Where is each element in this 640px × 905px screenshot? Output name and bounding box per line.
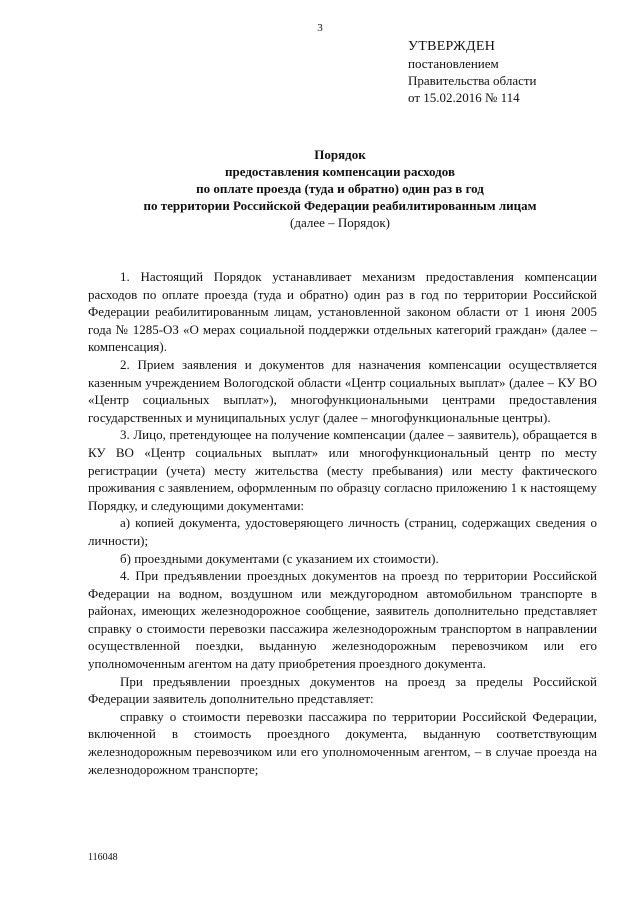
paragraph: 2. Прием заявления и документов для назначения компенсации осуществляется казенным учреждением Вологодской области «Центр социальных выплат» (далее – КУ ВО «Центр социальных выплат»), многофункциональными центрами предоставления государственных и муниципальных услуг (далее – многофункциональные центры). <box>88 356 597 425</box>
paragraph: а) копией документа, удостоверяющего личность (страниц, содержащих сведения о личности); <box>88 515 597 548</box>
paragraph: б) проездными документами (с указанием их стоимости). <box>120 550 439 566</box>
approval-heading: УТВЕРЖДЕН <box>408 39 496 54</box>
document-code: 116048 <box>88 852 118 863</box>
paragraph: 4. При предъявлении проездных документов на проезд по территории Российской Федерации на водном, воздушном или междугородном автомобильном транспорте в районах, имеющих железнодорожное сообщение, заявитель дополнительно представляет справку о стоимости перевозки пассажира железнодорожным транспортом в направлении осуществленной поездки, выданную железнодорожным перевозчиком или его уполномоченным агентом на дату приобретения проездного документа. <box>88 568 597 672</box>
paragraph: 1. Настоящий Порядок устанавливает механизм предоставления компенсации расходов по оплате проезда (туда и обратно) один раз в год по территории Российской Федерации реабилитированным лицам, установленной законом области от 1 июня 2005 года № 1285-ОЗ «О мерах социальной поддержки отдельных категорий граждан» (далее – компенсация). <box>88 269 597 355</box>
approval-line: постановлением <box>408 56 499 71</box>
page-number: 3 <box>317 22 323 34</box>
approval-line: Правительства области <box>408 73 537 88</box>
title-line: по территории Российской Федерации реабилитированным лицам <box>143 198 537 213</box>
title-line: Порядок <box>314 147 366 162</box>
paragraph: 3. Лицо, претендующее на получение компенсации (далее – заявитель), обращается в КУ ВО «Центр социальных выплат» или многофункциональный центр по месту регистрации (учета) месту жительства (месту пребывания) или месту фактического проживания с заявлением, оформленным по образцу согласно приложению 1 к настоящему Порядку, и следующими документами: <box>88 427 597 513</box>
document-title <box>60 146 620 231</box>
paragraph: При предъявлении проездных документов на проезд за пределы Российской Федерации заявитель дополнительно представляет: <box>88 673 597 707</box>
title-line: предоставления компенсации расходов <box>225 164 455 179</box>
approval-date: от 15.02.2016 № 114 <box>408 90 520 105</box>
document-body <box>88 268 597 778</box>
title-note: (далее – Порядок) <box>290 215 390 230</box>
title-line: по оплате проезда (туда и обратно) один раз в год <box>196 181 484 196</box>
approval-stamp <box>408 38 537 106</box>
paragraph: справку о стоимости перевозки пассажира по территории Российской Федерации, включенной в стоимость проездного документа, выданную соответствующим железнодорожным перевозчиком или его уполномоченным агентом, – в случае проезда на железнодорожном транспорте; <box>88 708 597 777</box>
